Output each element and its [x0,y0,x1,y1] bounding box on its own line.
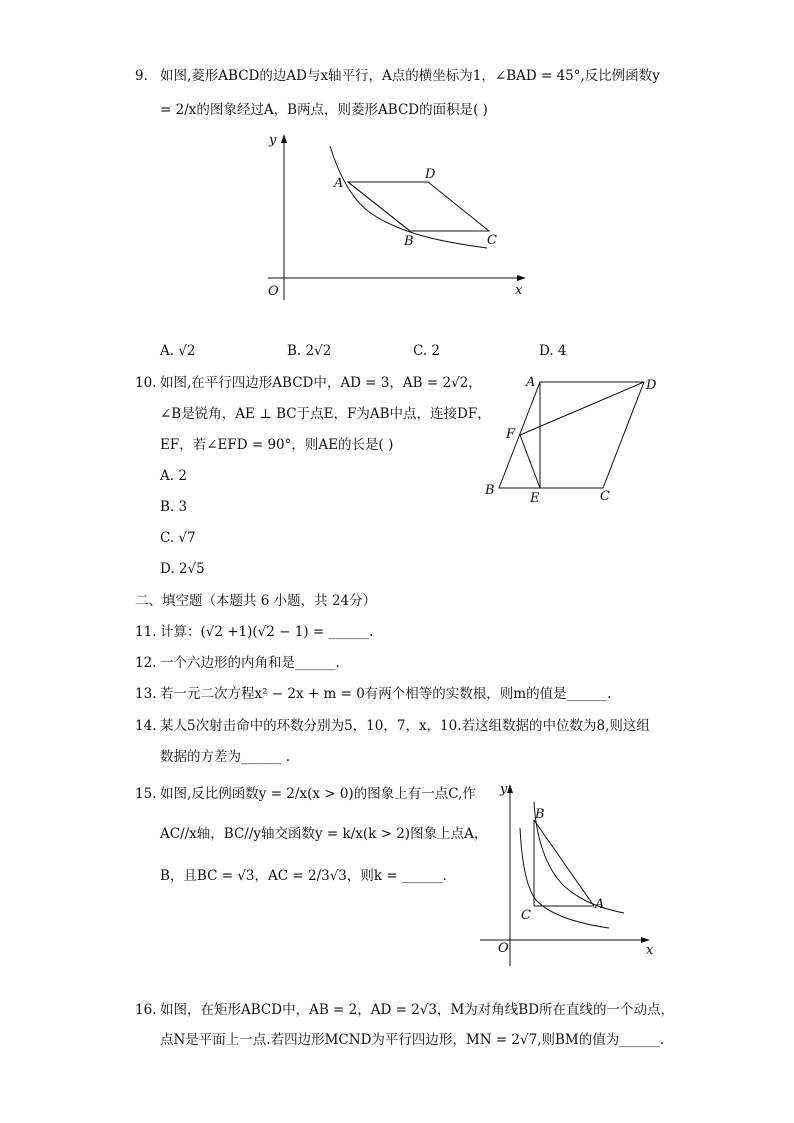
q9-number: 9. [135,68,148,84]
q15-label-b: B [535,807,545,822]
q10-number: 10. [135,375,157,391]
q12-text: 一个六边形的内角和是______. [160,655,340,671]
q9-label-b: B [404,234,414,249]
q15-y-arrow [507,784,513,793]
q9-x-arrow [517,275,526,281]
q10-segment-df [520,382,644,435]
q16-line2: 点N是平面上一点.若四边形MCND为平行四边形，MN = 2√7,则BM的值为______. [160,1032,665,1048]
q15-label-y: y [500,782,508,797]
q15-label-x: x [646,943,654,958]
q10-line1: 如图,在平行四边形ABCD中，AD = 3，AB = 2√2， [160,375,482,391]
q10-option-b: B. 3 [160,499,188,515]
q13-number: 13. [135,686,157,702]
q10-line2: ∠B是锐角，AE ⊥ BC于点E，F为AB中点，连接DF， [160,406,491,422]
q10-label-d: D [646,378,657,393]
q9-curve [330,146,487,248]
q15-line1: 如图,反比例函数y = 2/x(x > 0)的图象上有一点C,作 [160,786,476,802]
q15-label-c: C [521,908,531,923]
q10-option-d: D. 2√5 [160,561,205,577]
q11-text: 计算：(√2 +1)(√2 − 1) = ______. [160,624,374,640]
q15-number: 15. [135,786,157,802]
q14-line2: 数据的方差为______ . [160,749,291,765]
q10-label-f: F [506,427,516,442]
q10-option-c: C. √7 [160,530,196,546]
q9-option-b: B. 2√2 [287,343,332,359]
q9-label-y: y [269,133,277,148]
q9-option-c: C. 2 [413,343,441,359]
q9-y-arrow [281,134,287,143]
q9-label-o: O [268,284,279,299]
q10-option-a: A. 2 [160,468,187,484]
q10-label-c: C [600,489,610,504]
q9-line2: = 2/x的图象经过A，B两点，则菱形ABCD的面积是( ) [160,102,488,118]
q15-line3: B，且BC = √3，AC = 2/3√3，则k = ______. [160,868,447,884]
q14-line1: 某人5次射击命中的环数分别为5，10，7，x，10.若这组数据的中位数为8,则这组 [160,718,650,734]
q10-segment-ef [520,435,540,488]
q15-label-o: O [498,941,509,956]
q15-label-a: A [595,897,605,912]
q9-label-c: C [487,233,497,248]
q10-label-b: B [485,483,495,498]
q10-label-e: E [530,491,540,506]
q9-label-a: A [334,176,344,191]
q9-option-a: A. √2 [160,343,196,359]
q15-curve-outer [534,802,624,913]
section2-title: 二、填空题（本题共 6 小题，共 24分） [135,593,377,609]
q9-chord-ab [348,182,410,231]
q10-label-a: A [526,375,536,390]
q15-line2: AC//x轴，BC//y轴交函数y = k/x(k > 2)图象上点A， [160,826,488,842]
q16-line1: 如图，在矩形ABCD中，AB = 2，AD = 2√3，M为对角线BD所在直线的一个动点， [160,1002,675,1018]
q9-label-x: x [515,283,523,298]
q9-rhombus [348,182,489,231]
q9-line1: 如图,菱形ABCD的边AD与x轴平行，A点的横坐标为1，∠BAD = 45°,反比例函数y [160,68,660,84]
q10-figure [482,372,672,507]
q9-figure [262,130,542,310]
q11-number: 11. [135,624,157,640]
q13-text: 若一元二次方程x² − 2x + m = 0有两个相等的实数根，则m的值是______. [160,686,612,702]
q16-number: 16. [135,1002,157,1018]
q10-line3: EF，若∠EFD = 90°，则AE的长是( ) [160,437,394,453]
q15-curve-inner [520,828,609,928]
q14-number: 14. [135,718,157,734]
q12-number: 12. [135,655,157,671]
q9-option-d: D. 4 [539,343,567,359]
q15-figure [476,778,661,968]
q9-label-d: D [425,167,436,182]
q15-segment-ba [534,820,594,906]
